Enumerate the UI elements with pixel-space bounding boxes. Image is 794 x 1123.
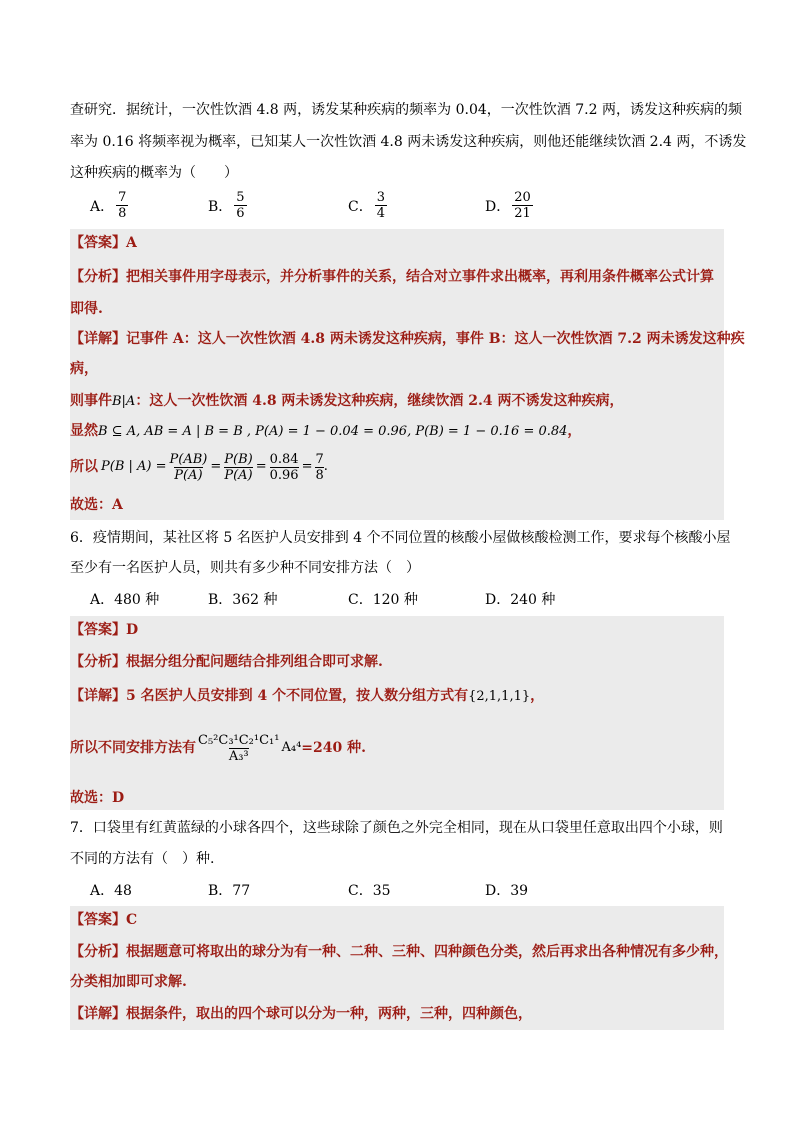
q6-analysis-line-1: 【分析】根据分组分配问题结合排列组合即可求解.	[70, 654, 383, 670]
q7-choice-b[interactable]: B．77	[208, 883, 251, 899]
fraction: $\frac{0.84}{0.96}$	[269, 451, 299, 483]
q7-choices	[70, 880, 730, 900]
q5-choice-b[interactable]: B． $\frac{5}{6}$	[208, 190, 245, 221]
q5-answer: 【答案】A	[70, 235, 137, 251]
q6-solution-block	[70, 616, 724, 810]
q7-choice-c[interactable]: C．35	[348, 883, 391, 899]
q6-choice-d[interactable]: D．240 种	[485, 592, 556, 608]
fraction: $\frac{P(AB)}{P(A)}$	[169, 451, 208, 483]
q6-choice-b[interactable]: B．362 种	[208, 592, 278, 608]
q5-analysis-line-2: 即得.	[70, 301, 103, 317]
q5-detail-line-2: 病，	[70, 361, 98, 377]
q5-detail-line-4: 显然B ⊆ A, AB = A | B = B , P(A) = 1 − 0.04 = 0.96, P(B) = 1 − 0.16 = 0.84，	[70, 423, 582, 439]
fraction: $\frac{3}{4}$	[376, 190, 385, 221]
q5-stem-line-3: 这种疾病的概率为（ ）	[70, 165, 238, 181]
q6-choice-a[interactable]: A．480 种	[90, 592, 160, 608]
q5-stem-line-1: 查研究．据统计，一次性饮酒 4.8 两，诱发某种疾病的频率为 0.04，一次性饮酒 7.2 两，诱发这种疾病的频	[70, 102, 742, 118]
q6-detail-line-2: 所以不同安排方法有 C₅²C₃¹C₂¹C₁¹ A₃³ A₄⁴ =240 种.	[70, 732, 366, 764]
q7-choice-d[interactable]: D．39	[485, 883, 529, 899]
q5-analysis-line-1: 【分析】把相关事件用字母表示，并分析事件的关系，结合对立事件求出概率，再利用条件概率公式计算	[70, 269, 714, 285]
fraction: $\frac{P(B)}{P(A)}$	[224, 451, 253, 483]
q5-choice-c[interactable]: C． $\frac{3}{4}$	[348, 190, 385, 221]
fraction: $\frac{7}{8}$	[315, 451, 324, 483]
q5-detail-line-5: 所以 P(B | A) = $\frac{P(AB)}{P(A)}$ = $\frac{P(B)}{P(A)}$ = $\frac{0.84}{0.96}$ = $\frac{7}{8}$ .	[70, 451, 328, 483]
q6-choose: 故选：D	[70, 790, 125, 806]
q5-detail-line-1: 【详解】记事件 A：这人一次性饮酒 4.8 两未诱发这种疾病，事件 B：这人一次性饮酒 7.2 两未诱发这种疾	[70, 331, 745, 347]
q5-choice-d[interactable]: D． $\frac{20}{21}$	[485, 190, 531, 221]
q5-stem-line-2: 率为 0.16 将频率视为概率，已知某人一次性饮酒 4.8 两未诱发这种疾病，则他还能继续饮酒 2.4 两，不诱发	[70, 134, 747, 150]
q5-choose: 故选：A	[70, 497, 123, 513]
q6-detail-line-1: 【详解】5 名医护人员安排到 4 个不同位置，按人数分组方式有{2,1,1,1}，	[70, 688, 545, 704]
q5-solution-block	[70, 229, 745, 520]
q7-answer: 【答案】C	[70, 912, 138, 928]
q5-choices	[70, 190, 730, 230]
q5-detail-line-3: 则事件B|A：这人一次性饮酒 4.8 两未诱发这种疾病，继续饮酒 2.4 两不诱发这种疾病，	[70, 393, 624, 409]
q6-choices	[70, 589, 730, 609]
q7-solution-block	[70, 906, 728, 1030]
q7-detail-line-1: 【详解】根据条件，取出的四个球可以分为一种，两种，三种，四种颜色，	[70, 1006, 532, 1022]
q6-answer: 【答案】D	[70, 622, 139, 638]
q5-choice-a[interactable]: A． $\frac{7}{8}$	[90, 190, 127, 221]
q7-stem-line-2: 不同的方法有（ ）种.	[70, 851, 215, 867]
fraction: $\frac{5}{6}$	[236, 190, 245, 221]
fraction: $\frac{7}{8}$	[118, 190, 127, 221]
fraction: $\frac{20}{21}$	[514, 190, 531, 221]
q6-choice-c[interactable]: C．120 种	[348, 592, 418, 608]
q6-stem-line-2: 至少有一名医护人员，则共有多少种不同安排方法（ ）	[70, 560, 420, 576]
q6-stem-line-1: 6．疫情期间，某社区将 5 名医护人员安排到 4 个不同位置的核酸小屋做核酸检测工作，要求每个核酸小屋	[70, 530, 731, 546]
fraction: C₅²C₃¹C₂¹C₁¹ A₃³	[198, 732, 280, 764]
q7-analysis-line-2: 分类相加即可求解.	[70, 974, 187, 990]
q7-analysis-line-1: 【分析】根据题意可将取出的球分为有一种、二种、三种、四种颜色分类，然后再求出各种情况有多少种，	[70, 944, 728, 960]
q7-stem-line-1: 7．口袋里有红黄蓝绿的小球各四个，这些球除了颜色之外完全相同，现在从口袋里任意取出四个小球，则	[70, 820, 723, 836]
q7-choice-a[interactable]: A．48	[90, 883, 132, 899]
